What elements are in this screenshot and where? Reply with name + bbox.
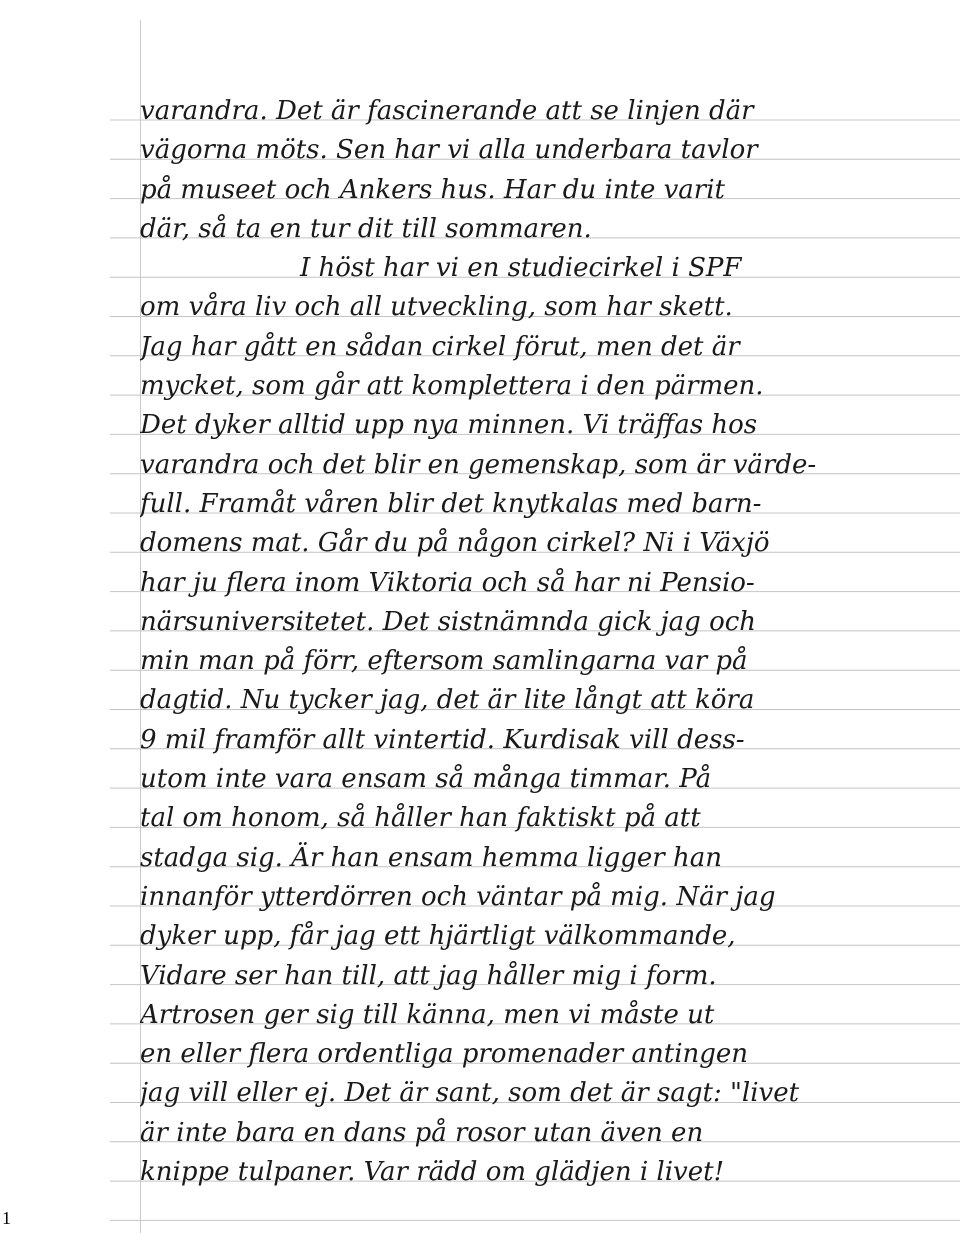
handwritten-line: 9 mil framför allt vintertid. Kurdisak vill dess- [140,724,745,755]
handwritten-line: full. Framåt våren blir det knytkalas med barn- [140,488,762,519]
page-number: 1 [2,1208,11,1228]
handwritten-line: varandra. Det är fascinerande att se linjen där [140,96,754,126]
handwritten-line: vägorna möts. Sen har vi alla underbara tavlor [140,135,758,166]
handwritten-line: jag vill eller ej. Det är sant, som det är sagt: "livet [140,1078,800,1109]
handwritten-text [140,92,840,1192]
handwritten-line: dyker upp, får jag ett hjärtligt välkommande, [140,921,736,952]
handwritten-line: på museet och Ankers hus. Har du inte varit [140,174,725,205]
handwritten-line: där, så ta en tur dit till sommaren. [140,213,592,244]
handwritten-line: min man på förr, eftersom samlingarna var på [140,646,748,677]
handwritten-line: mycket, som går att komplettera i den pärmen. [140,371,764,402]
handwritten-line: en eller flera ordentliga promenader antingen [140,1039,749,1070]
handwritten-line: Det dyker alltid upp nya minnen. Vi träffas hos [140,410,758,441]
handwritten-line: Jag har gått en sådan cirkel förut, men det är [140,331,740,362]
handwritten-line: knippe tulpaner. Var rädd om glädjen i livet! [140,1157,725,1188]
handwritten-line: stadga sig. Är han ensam hemma ligger han [140,842,722,873]
handwritten-line: innanför ytterdörren och väntar på mig. När jag [140,881,776,912]
handwritten-line: Vidare ser han till, att jag håller mig i form. [140,960,717,991]
handwritten-line: varandra och det blir en gemenskap, som är värde- [140,449,817,480]
handwritten-line: är inte bara en dans på rosor utan även en [140,1117,704,1148]
handwritten-line: tal om honom, så håller han faktiskt på att [140,803,701,834]
handwritten-line: dagtid. Nu tycker jag, det är lite långt att köra [140,685,755,716]
handwritten-line: domens mat. Går du på någon cirkel? Ni i Växjö [140,528,770,559]
handwritten-line: om våra liv och all utveckling, som har skett. [140,292,733,323]
handwritten-line: utom inte vara ensam så många timmar. På [140,764,712,795]
handwritten-line: har ju flera inom Viktoria och så har ni Pensio- [140,567,755,598]
handwritten-line: I höst har vi en studiecirkel i SPF [300,253,742,284]
handwritten-line: närsuniversitetet. Det sistnämnda gick jag och [140,606,757,637]
handwritten-line: Artrosen ger sig till känna, men vi måste ut [140,999,715,1030]
